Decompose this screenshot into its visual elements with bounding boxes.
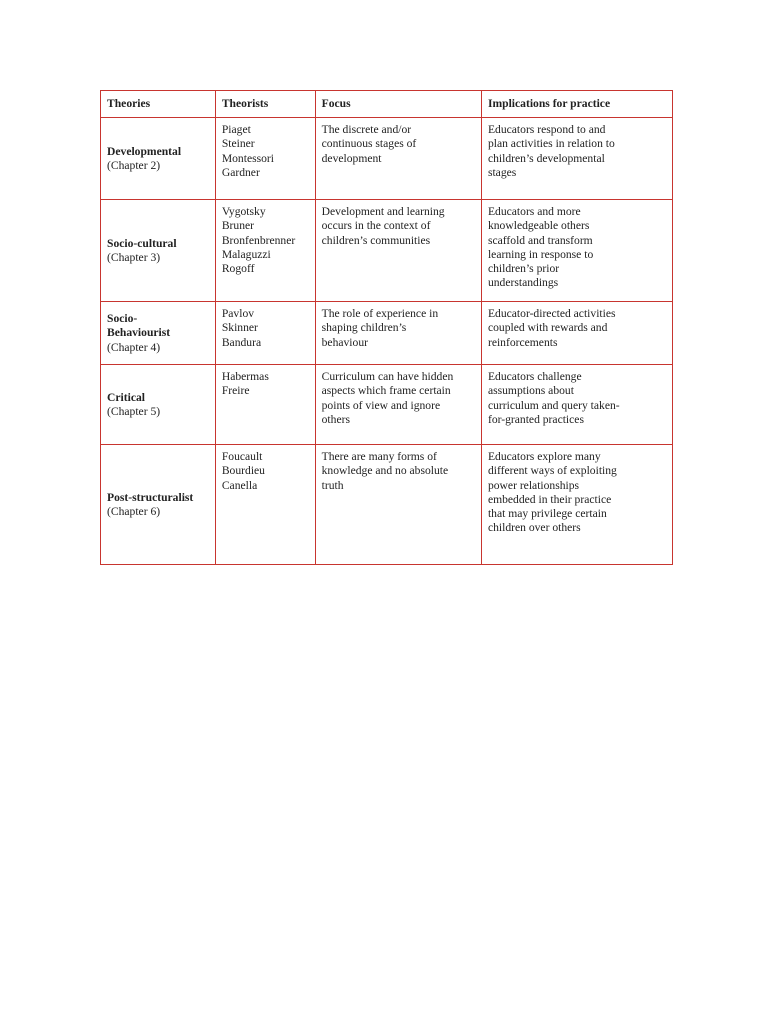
theorists-cell-line: Pavlov [221, 307, 255, 320]
table-row [101, 302, 673, 365]
theorists-cell-line: Bandura [221, 335, 262, 349]
table-row [101, 445, 673, 565]
implications-cell-line: that may privilege certain [487, 507, 607, 521]
focus-cell-line: continuous stages of [321, 137, 417, 151]
theory-name: Developmental [107, 144, 182, 158]
focus-cell-line: points of view and ignore [321, 398, 441, 412]
theory-name: Behaviourist [107, 326, 171, 340]
header-focus: Focus [315, 91, 481, 118]
theory-name: Critical [107, 390, 145, 404]
theorists-cell [215, 365, 315, 445]
focus-cell-line: children’s communities [321, 233, 431, 247]
implications-cell-line: different ways of exploiting [487, 464, 617, 478]
implications-cell [481, 200, 672, 302]
focus-cell-line: truth [321, 478, 344, 492]
implications-cell-line: children’s prior [487, 262, 560, 276]
focus-cell [315, 365, 481, 445]
implications-cell-line: children over others [487, 521, 581, 535]
implications-cell-line: Educators explore many [487, 450, 601, 463]
table-body [101, 118, 673, 565]
theorists-cell [215, 445, 315, 565]
theory-cell [101, 200, 216, 302]
theory-cell [101, 365, 216, 445]
implications-cell-line: children’s developmental [487, 151, 605, 165]
header-implications: Implications for practice [481, 91, 672, 118]
focus-cell-line: occurs in the context of [321, 219, 431, 233]
theorists-cell-line: Foucault [221, 450, 263, 463]
focus-cell [315, 200, 481, 302]
theorists-cell [215, 118, 315, 200]
implications-cell-line: understandings [487, 276, 559, 290]
implications-cell-line: assumptions about [487, 384, 574, 398]
table-row [101, 200, 673, 302]
implications-cell-line: embedded in their practice [487, 492, 612, 506]
theorists-cell [215, 302, 315, 365]
theorists-cell-line: Gardner [221, 165, 260, 179]
theories-table-container [100, 90, 673, 565]
theorists-cell-line: Bourdieu [221, 464, 265, 478]
theorists-cell-line: Habermas [221, 370, 269, 383]
implications-cell-line: reinforcements [487, 335, 558, 349]
focus-cell-line: shaping children’s [321, 321, 407, 335]
focus-cell-line: development [321, 151, 382, 165]
theorists-cell-line: Steiner [221, 137, 255, 151]
theorists-cell-line: Bronfenbrenner [221, 233, 296, 247]
focus-cell-line: aspects which frame certain [321, 384, 451, 398]
implications-cell-line: for-granted practices [487, 412, 584, 426]
theorists-cell-line: Montessori [221, 151, 274, 165]
implications-cell-line: Educators respond to and [487, 123, 606, 136]
implications-cell [481, 445, 672, 565]
focus-cell-line: The discrete and/or [321, 123, 412, 136]
implications-cell-line: curriculum and query taken- [487, 398, 620, 412]
theory-cell [101, 445, 216, 565]
theory-name: Socio- [107, 312, 138, 326]
theorists-cell-line: Canella [221, 478, 258, 492]
focus-cell-line: knowledge and no absolute [321, 464, 449, 478]
implications-cell-line: stages [487, 165, 517, 179]
theorists-cell-line: Skinner [221, 321, 258, 335]
theorists-cell-line: Rogoff [221, 262, 255, 276]
implications-cell-line: plan activities in relation to [487, 137, 615, 151]
focus-cell [315, 302, 481, 365]
theorists-cell-line: Freire [221, 384, 250, 398]
theory-chapter: (Chapter 3) [107, 251, 161, 264]
implications-cell-line: learning in response to [487, 247, 594, 261]
theories-table [100, 90, 673, 565]
theory-cell [101, 118, 216, 200]
theorists-cell-line: Bruner [221, 219, 255, 233]
theory-chapter: (Chapter 4) [107, 340, 161, 354]
focus-cell-line: others [321, 412, 350, 426]
theorists-cell-line: Piaget [221, 123, 251, 136]
focus-cell [315, 445, 481, 565]
theory-name: Post-structuralist [107, 490, 194, 504]
theory-chapter: (Chapter 5) [107, 405, 161, 418]
table-header-row [101, 91, 673, 118]
implications-cell-line: coupled with rewards and [487, 321, 608, 335]
implications-cell-line: knowledgeable others [487, 219, 590, 233]
header-theories: Theories [101, 91, 216, 118]
implications-cell-line: Educators and more [487, 205, 581, 218]
focus-cell-line: behaviour [321, 335, 368, 349]
focus-cell-line: The role of experience in [321, 307, 439, 320]
theorists-cell-line: Malaguzzi [221, 247, 271, 261]
implications-cell-line: scaffold and transform [487, 233, 593, 247]
focus-cell-line: There are many forms of [321, 450, 437, 463]
implications-cell-line: power relationships [487, 478, 580, 492]
implications-cell [481, 118, 672, 200]
header-theorists: Theorists [215, 91, 315, 118]
table-row [101, 365, 673, 445]
theorists-cell-line: Vygotsky [221, 205, 266, 218]
implications-cell-line: Educator-directed activities [487, 307, 616, 320]
theory-cell [101, 302, 216, 365]
theorists-cell [215, 200, 315, 302]
focus-cell-line: Curriculum can have hidden [321, 370, 454, 383]
focus-cell [315, 118, 481, 200]
theory-chapter: (Chapter 6) [107, 505, 161, 518]
implications-cell [481, 365, 672, 445]
implications-cell [481, 302, 672, 365]
implications-cell-line: Educators challenge [487, 370, 582, 383]
theory-name: Socio-cultural [107, 236, 177, 250]
table-row [101, 118, 673, 200]
theory-chapter: (Chapter 2) [107, 159, 161, 172]
focus-cell-line: Development and learning [321, 205, 445, 218]
